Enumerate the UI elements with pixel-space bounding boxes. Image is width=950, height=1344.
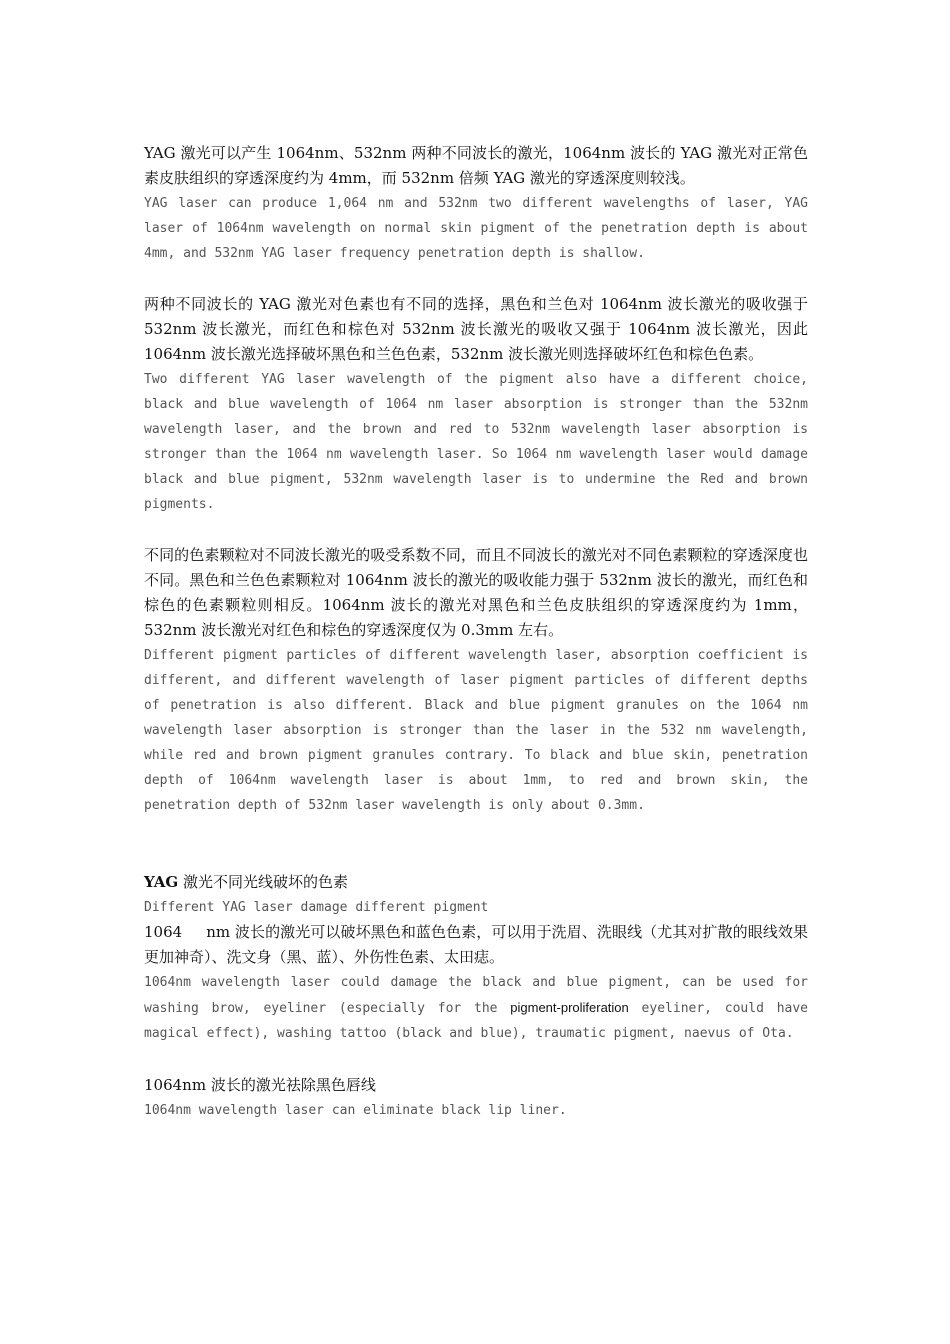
paragraph-spacer [144,1046,808,1073]
paragraph-2-chinese: 两种不同波长的 YAG 激光对色素也有不同的选择，黑色和兰色对 1064nm 波长激光的吸收强于 532nm 波长激光，而红色和棕色对 532nm 波长激光的吸收又强于 1064nm 波长激光，因此 1064nm 波长激光选择破坏黑色和兰色色素，532nm 波长激光则选择破坏红色和棕色色素。 [144,295,808,363]
section-heading-chinese [144,870,808,895]
paragraph-2-english: Two different YAG laser wavelength of the pigment also have a different choice, black and blue wavelength of 1064 nm laser absorption is stronger than the 532nm wavelength laser, and the brown and red to 532nm wavelength laser absorption is stronger than the 1064 nm wavelength laser. So 1064 nm wavelength laser would damage black and blue pigment, 532nm wavelength laser is to undermine the Red and brown pigments. [144,372,808,512]
paragraph-spacer [144,517,808,543]
paragraph-4-english-part-1: 1064nm wavelength laser could damage the black and blue pigment, can be used for washing brow, eyeliner (especially for the [144,975,808,1016]
paragraph-4-number: 1064 [144,923,183,941]
paragraph-4-english-inline-term: pigment-proliferation [510,1000,629,1015]
paragraph-1-chinese: YAG 激光可以产生 1064nm、532nm 两种不同波长的激光，1064nm 波长的 YAG 激光对正常色素皮肤组织的穿透深度约为 4mm，而 532nm 倍频 YAG 激光的穿透深度则较浅。 [144,144,808,187]
document-body [144,141,808,1123]
paragraph-5-english: 1064nm wavelength laser can eliminate black lip liner. [144,1103,567,1118]
section-spacer [144,818,808,870]
paragraph-4-english-part-2: eyeliner, could have magical effect), washing tattoo (black and blue), traumatic pigment, naevus of Ota. [144,1001,808,1041]
section-heading-text: 激光不同光线破坏的色素 [178,873,348,891]
paragraph-4-chinese [144,920,808,970]
paragraph-3-english: Different pigment particles of different wavelength laser, absorption coefficient is different, and different wavelength of laser pigment particles of different depths of penetration is also different. Black and blue pigment granules on the 1064 nm wavelength laser absorption is stronger than the laser in the 532 nm wavelength, while red and brown pigment granules contrary. To black and blue skin, penetration depth of 1064nm wavelength laser is about 1mm, to red and brown skin, the penetration depth of 532nm laser wavelength is only about 0.3mm. [144,648,808,813]
paragraph-4-english [144,970,808,1046]
paragraph-1-english: YAG laser can produce 1,064 nm and 532nm two different wavelengths of laser, YAG laser of 1064nm wavelength on normal skin pigment of the penetration depth is about 4mm, and 532nm YAG laser frequency penetration depth is shallow. [144,196,808,261]
section-heading-english: Different YAG laser damage different pigment [144,900,489,915]
paragraph-3-chinese: 不同的色素颗粒对不同波长激光的吸受系数不同，而且不同波长的激光对不同色素颗粒的穿透深度也不同。黑色和兰色色素颗粒对 1064nm 波长的激光的吸收能力强于 532nm 波长的激光，而红色和棕色的色素颗粒则相反。1064nm 波长的激光对黑色和兰色皮肤组织的穿透深度约为 1mm，532nm 波长激光对红色和棕色的穿透深度仅为 0.3mm 左右。 [144,546,808,639]
section-heading-bold-prefix: YAG [144,873,179,891]
paragraph-4-text: nm 波长的激光可以破坏黑色和蓝色色素，可以用于洗眉、洗眼线（尤其对扩散的眼线效果更加神奇）、洗文身（黑、蓝）、外伤性色素、太田痣。 [144,923,808,966]
paragraph-5-chinese: 1064nm 波长的激光祛除黑色唇线 [144,1076,376,1094]
paragraph-spacer [144,266,808,292]
